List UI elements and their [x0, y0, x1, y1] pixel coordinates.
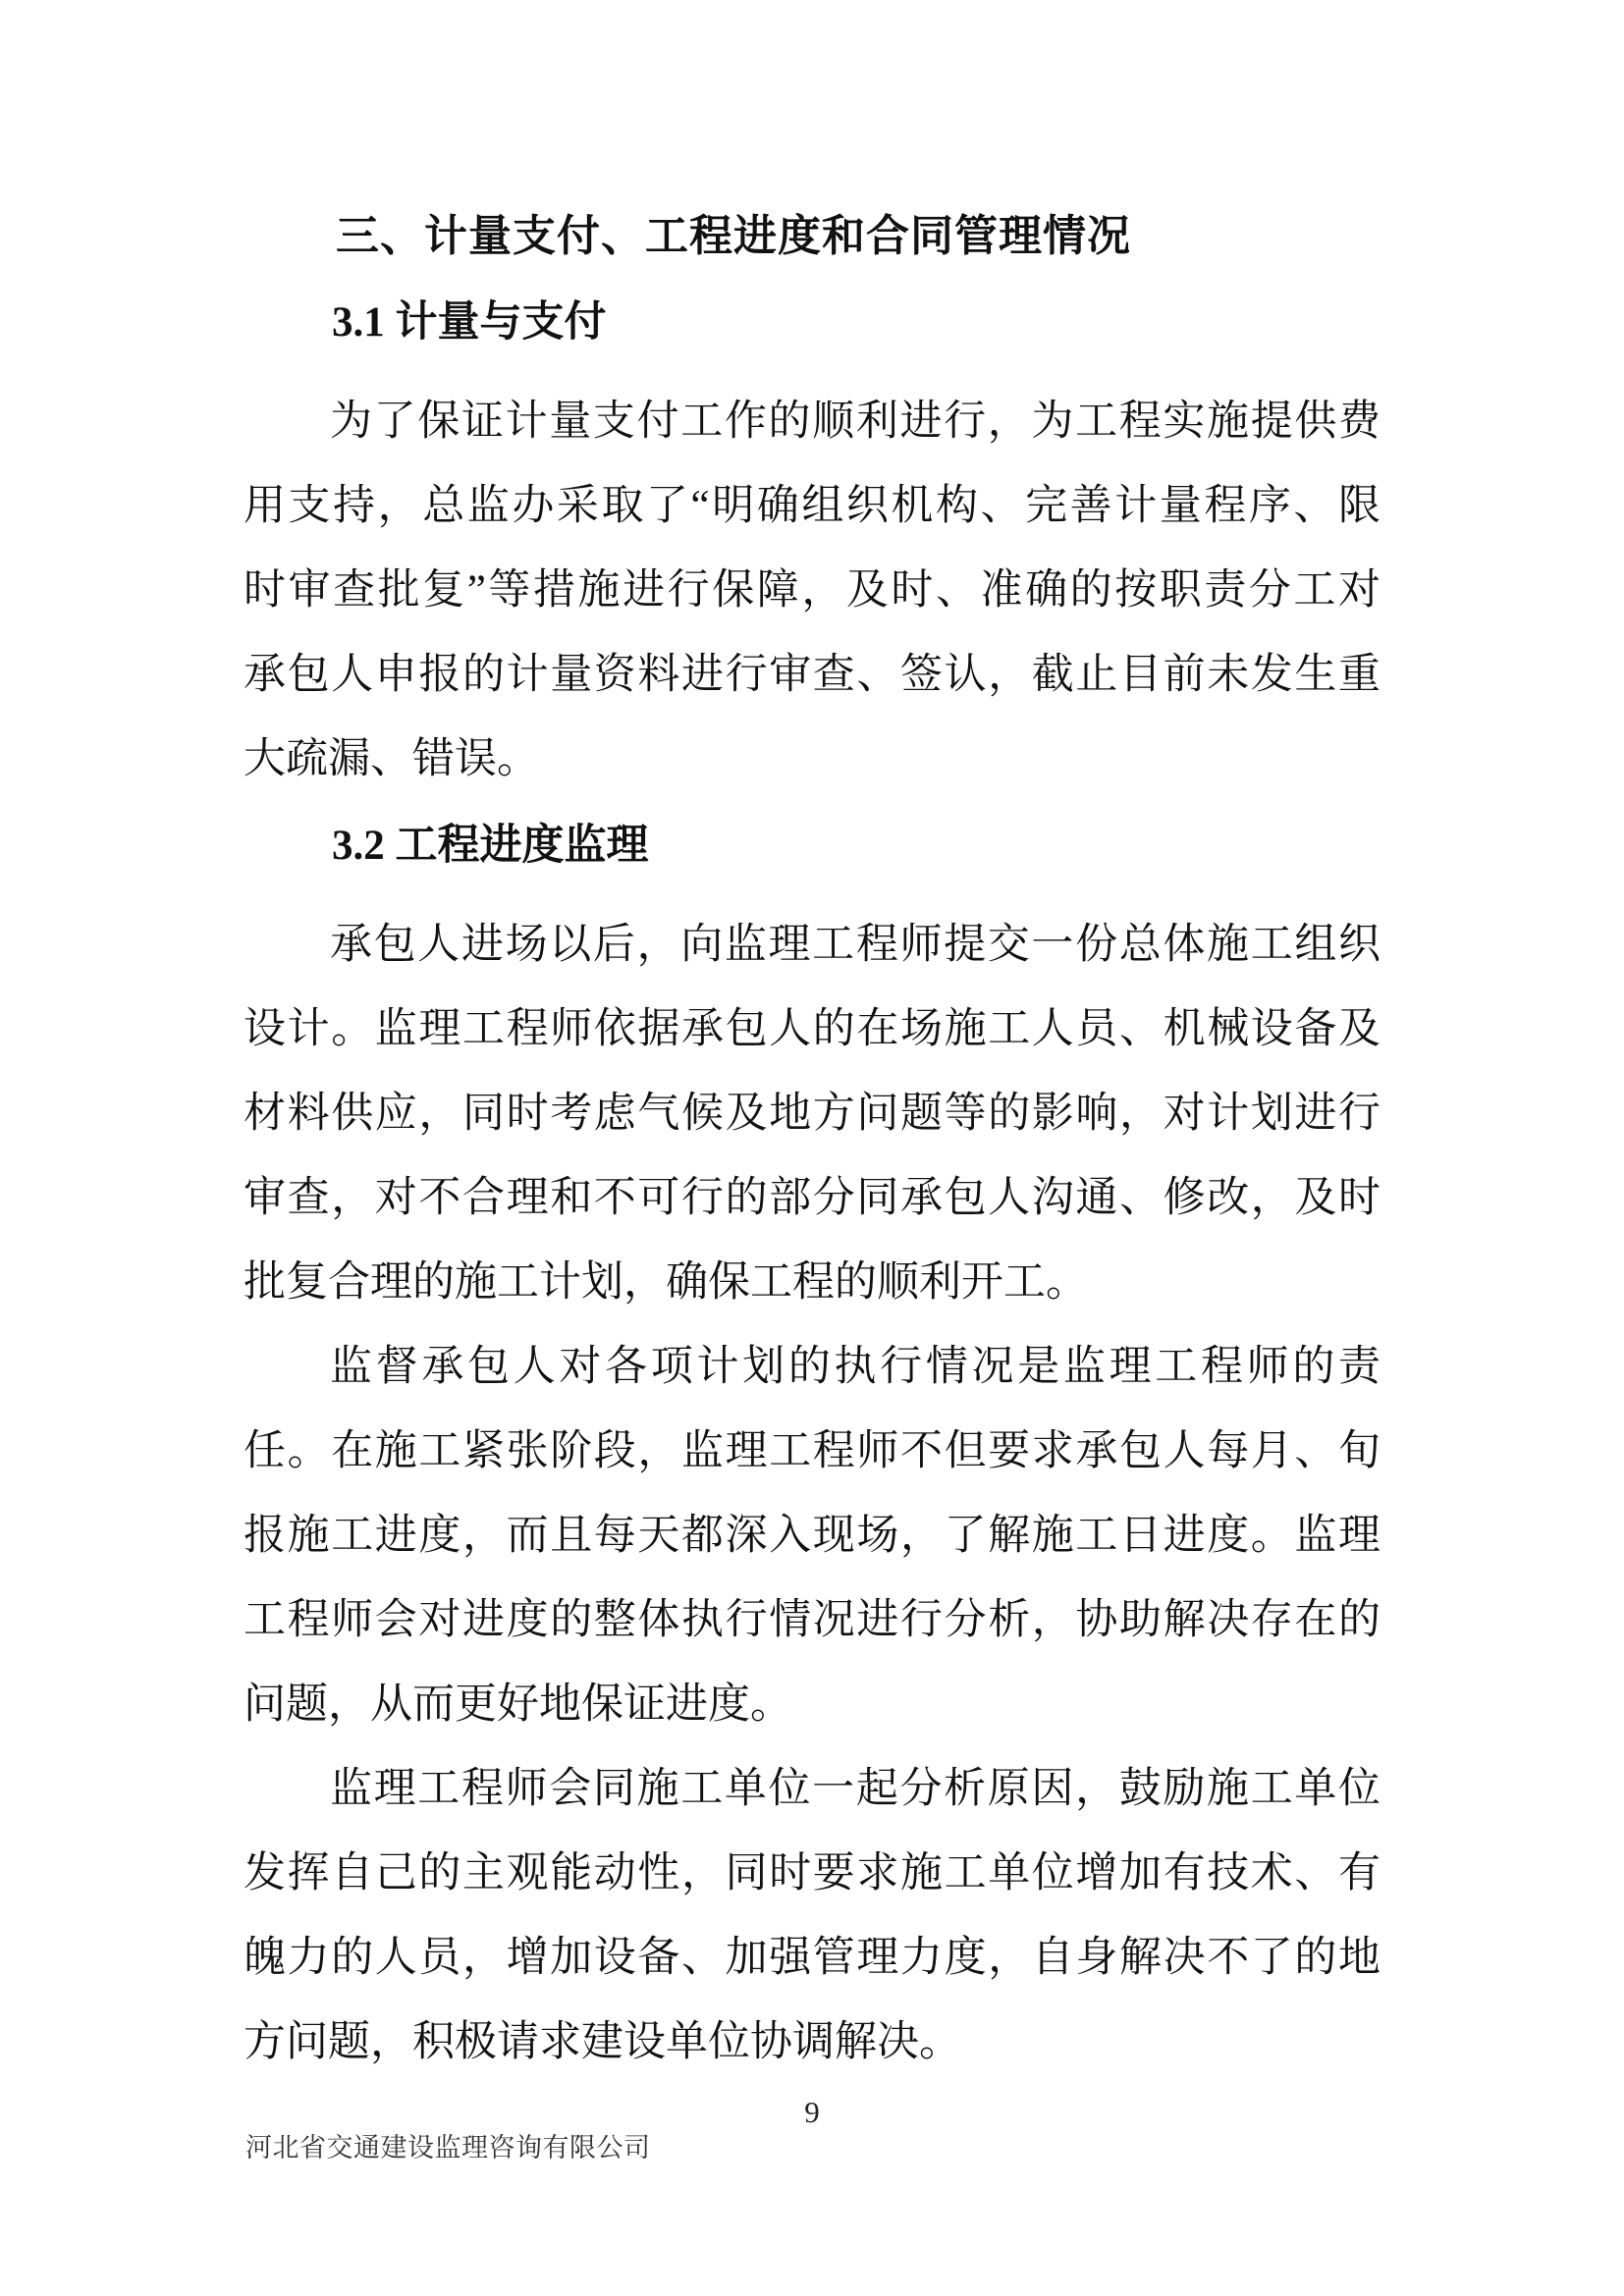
paragraph-line: 问题，从而更好地保证进度。 [244, 1682, 792, 1728]
paragraph [244, 1325, 1380, 1747]
paragraph-line: 监督承包人对各项计划的执行情况是监理工程师的责 [330, 1344, 1380, 1390]
paragraph-line: 监理工程师会同施工单位一起分析原因，鼓励施工单位 [330, 1766, 1380, 1812]
paragraph-line: 批复合理的施工计划，确保工程的顺利开工。 [244, 1259, 1088, 1306]
paragraph-line: 为了保证计量支付工作的顺利进行，为工程实施提供费 [330, 399, 1380, 445]
paragraph [244, 1747, 1380, 2085]
document-body [244, 281, 1380, 2085]
paragraph-line: 承包人申报的计量资料进行审查、签认，截止目前未发生重 [244, 652, 1380, 698]
section-title: 三、计量支付、工程进度和合同管理情况 [336, 212, 1131, 260]
section-heading: 3.2 工程进度监理 [332, 823, 649, 869]
document-content [244, 194, 1380, 2085]
footer-company-name: 河北省交通建设监理咨询有限公司 [245, 2133, 651, 2163]
paragraph [244, 380, 1380, 802]
paragraph-line: 承包人进场以后，向监理工程师提交一份总体施工组织 [330, 922, 1380, 968]
paragraph-line: 工程师会对进度的整体执行情况进行分析，协助解决存在的 [244, 1597, 1380, 1643]
paragraph-line: 大疏漏、错误。 [244, 736, 539, 782]
paragraph-line: 用支持，总监办采取了“明确组织机构、完善计量程序、限 [244, 483, 1380, 529]
section-heading: 3.1 计量与支付 [332, 299, 607, 346]
paragraph-line: 设计。监理工程师依据承包人的在场施工人员、机械设备及 [244, 1006, 1380, 1052]
paragraph-line: 报施工进度，而且每天都深入现场，了解施工日进度。监理 [244, 1513, 1380, 1559]
page-number: 9 [804, 2095, 820, 2129]
paragraph-line: 方问题，积极请求建设单位协调解决。 [244, 2019, 961, 2065]
paragraph-line: 审查，对不合理和不可行的部分同承包人沟通、修改，及时 [244, 1175, 1380, 1221]
paragraph-line: 任。在施工紧张阶段，监理工程师不但要求承包人每月、旬 [244, 1428, 1380, 1474]
paragraph-line: 时审查批复”等措施进行保障，及时、准确的按职责分工对 [244, 567, 1380, 614]
paragraph-line: 魄力的人员，增加设备、加强管理力度，自身解决不了的地 [244, 1935, 1380, 1981]
paragraph [244, 903, 1380, 1325]
paragraph-line: 发挥自己的主观能动性，同时要求施工单位增加有技术、有 [244, 1850, 1380, 1896]
paragraph-line: 材料供应，同时考虑气候及地方问题等的影响，对计划进行 [244, 1091, 1380, 1137]
